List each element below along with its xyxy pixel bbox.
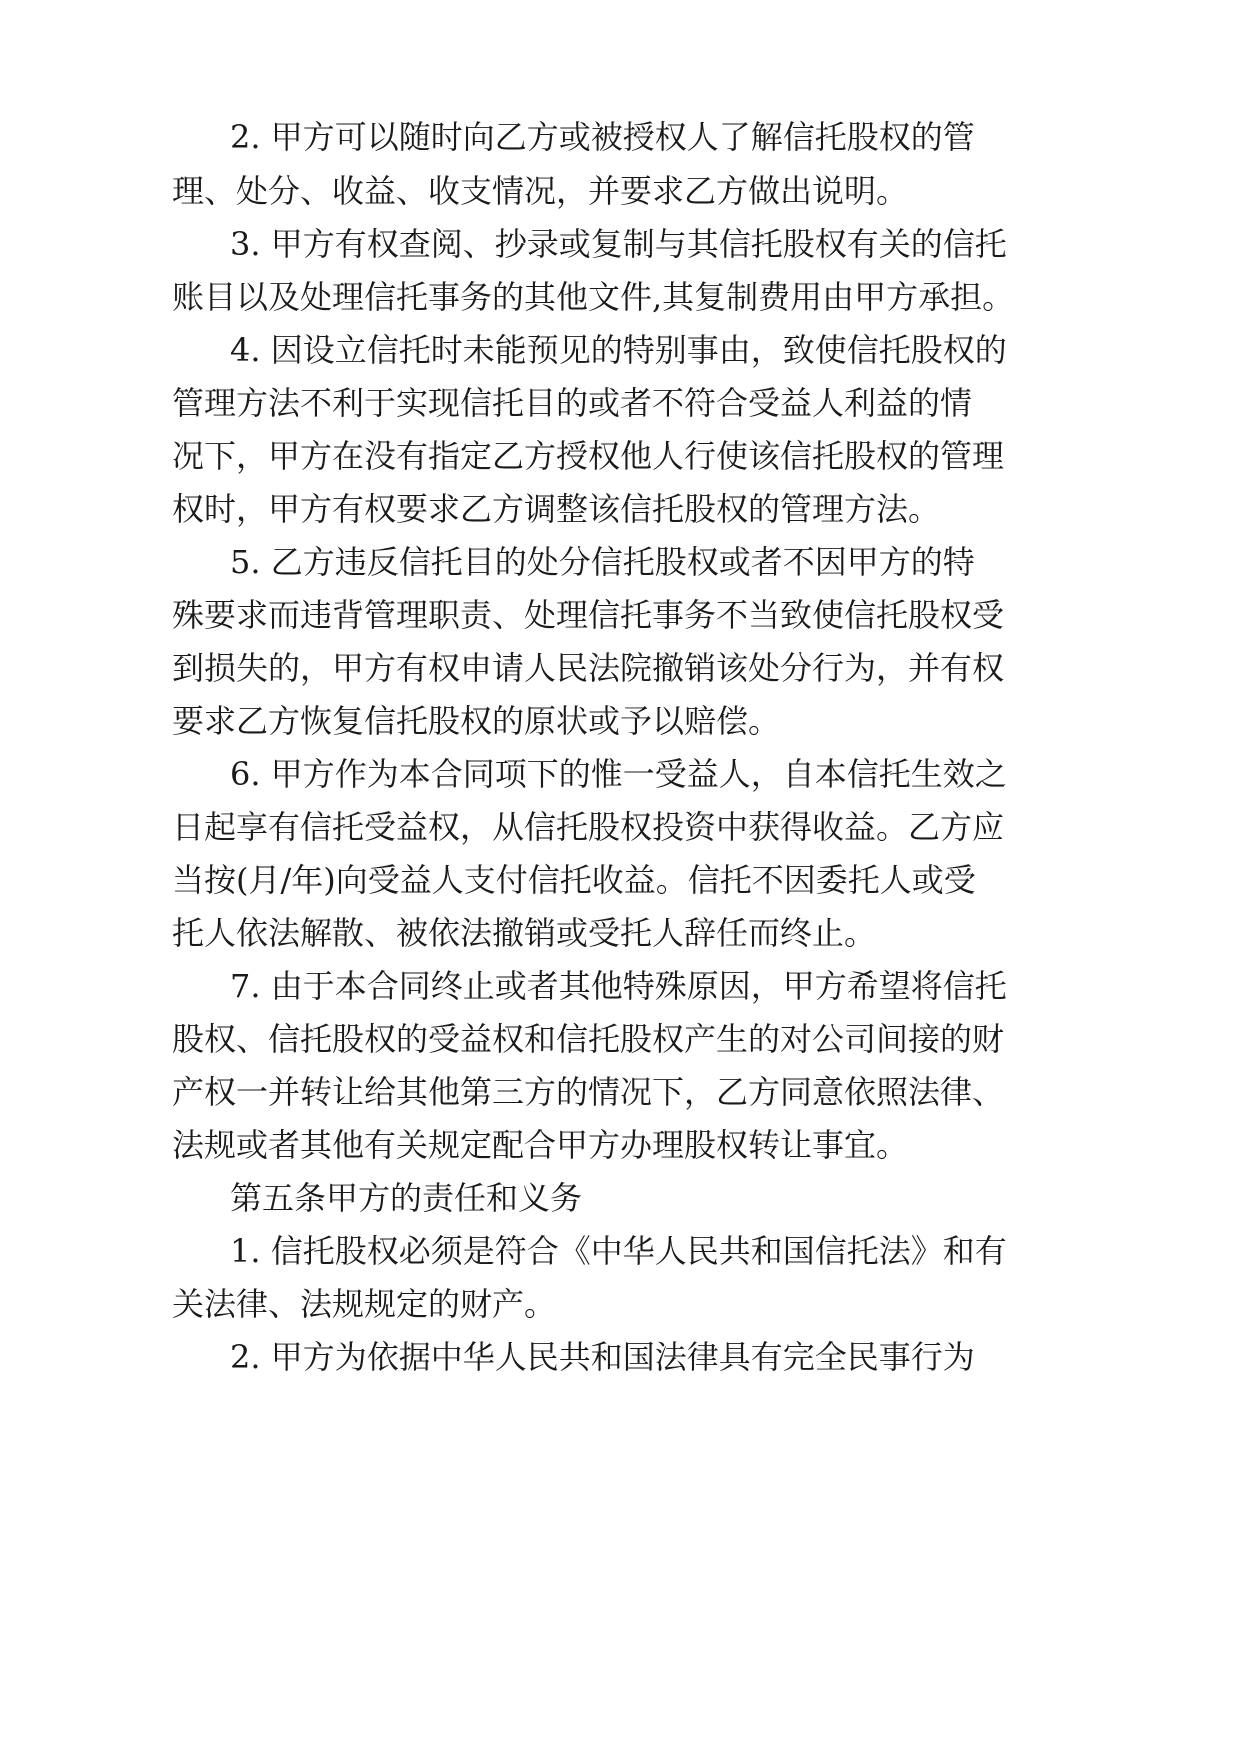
text-line: 5. 乙方违反信托目的处分信托股权或者不因甲方的特: [230, 543, 975, 581]
text-line: 殊要求而违背管理职责、处理信托事务不当致使信托股权受: [172, 596, 1005, 634]
text-line: 理、处分、收益、收支情况，并要求乙方做出说明。: [172, 172, 909, 210]
text-line: 管理方法不利于实现信托目的或者不符合受益人利益的情: [172, 384, 973, 422]
text-line: 关法律、法规规定的财产。: [172, 1285, 557, 1323]
text-line: 第五条甲方的责任和义务: [230, 1179, 583, 1217]
text-line: 账目以及处理信托事务的其他文件,其复制费用由甲方承担。: [172, 278, 1015, 316]
text-line: 6. 甲方作为本合同项下的惟一受益人，自本信托生效之: [230, 755, 1007, 793]
text-line: 权时，甲方有权要求乙方调整该信托股权的管理方法。: [172, 490, 941, 528]
text-line: 4. 因设立信托时未能预见的特别事由，致使信托股权的: [230, 331, 1007, 369]
text-line: 到损失的，甲方有权申请人民法院撤销该处分行为，并有权: [172, 649, 1005, 687]
text-line: 产权一并转让给其他第三方的情况下，乙方同意依照法律、: [172, 1073, 1005, 1111]
text-line: 股权、信托股权的受益权和信托股权产生的对公司间接的财: [172, 1020, 1005, 1058]
text-line: 7. 由于本合同终止或者其他特殊原因，甲方希望将信托: [230, 967, 1007, 1005]
text-line: 日起享有信托受益权，从信托股权投资中获得收益。乙方应: [172, 808, 1005, 846]
text-line: 2. 甲方为依据中华人民共和国法律具有完全民事行为: [230, 1338, 975, 1376]
text-line: 托人依法解散、被依法撤销或受托人辞任而终止。: [172, 914, 877, 952]
text-line: 2. 甲方可以随时向乙方或被授权人了解信托股权的管: [230, 118, 975, 156]
text-line: 况下，甲方在没有指定乙方授权他人行使该信托股权的管理: [172, 437, 1005, 475]
text-line: 3. 甲方有权查阅、抄录或复制与其信托股权有关的信托: [230, 225, 1007, 263]
text-line: 要求乙方恢复信托股权的原状或予以赔偿。: [172, 702, 781, 740]
text-line: 1. 信托股权必须是符合《中华人民共和国信托法》和有: [230, 1232, 1007, 1270]
text-line: 当按(月/年)向受益人支付信托收益。信托不因委托人或受: [172, 861, 976, 899]
text-line: 法规或者其他有关规定配合甲方办理股权转让事宜。: [172, 1126, 909, 1164]
